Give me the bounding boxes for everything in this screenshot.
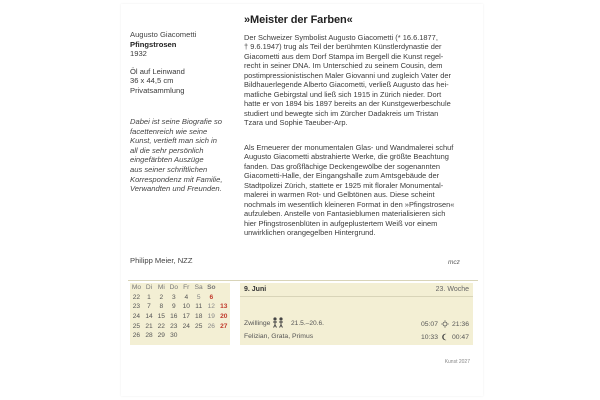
quote-line: Verwandten und Freunden. — [130, 184, 222, 194]
artwork-artist: Augusto Giacometti — [130, 30, 197, 39]
calendar-day: 20 — [220, 313, 228, 321]
calendar-day: 2 — [159, 293, 164, 301]
text-line: Tzara und Sophie Taeuber-Arp. — [244, 118, 348, 128]
quote-source: Philipp Meier, NZZ — [130, 256, 193, 265]
calendar-day: 25 — [195, 322, 203, 330]
moon-icon — [441, 333, 449, 341]
calendar-day — [192, 331, 205, 341]
week-number: 26 — [132, 332, 141, 340]
calendar-day: 23 — [170, 322, 178, 330]
sun-icon — [441, 320, 449, 328]
week-number: 22 — [132, 293, 141, 301]
text-line: hatte er von 1894 bis 1897 bereits an der Kunstgewerbeschule — [244, 99, 451, 109]
calendar-day: 24 — [182, 322, 190, 330]
sun-times — [421, 320, 469, 328]
text-line: studiert und bewegte sich im Zürcher Dadakreis um Tristan — [244, 108, 439, 118]
artwork-title: Pfingstrosen — [130, 39, 177, 49]
text-line: Bildhauerlegende Alberto Giacometti, verließ Augusto das hei- — [244, 80, 449, 90]
text-line: † 9.6.1947) trug als Teil der berühmten Künstlerdynastie der — [244, 42, 442, 52]
quote-line: Dabei ist seine Biografie so — [130, 117, 223, 126]
weekday-label: Mi — [157, 284, 165, 292]
text-line: recht in seiner DNA. Im Unterschied zu seinem Cousin, dem — [244, 61, 443, 71]
calendar-day: 12 — [207, 303, 215, 311]
zodiac-sign: Zwillinge — [244, 320, 271, 327]
text-line: nochmals im wesentlich kleineren Format in den »Pfingstrosen« — [244, 199, 455, 209]
moonrise-time: 10:33 — [420, 333, 438, 341]
quote-line: Kunst, vertieft man sich in — [130, 136, 217, 146]
calendar-day: 1 — [147, 293, 151, 301]
quote — [130, 117, 236, 194]
calendar-day: 29 — [157, 332, 165, 340]
text-line: malerei in warmen Rot- und Gelbtönen aus. Diese scheint — [244, 190, 435, 200]
calendar-day: 9 — [171, 303, 176, 311]
calendar-day — [180, 331, 192, 341]
weekday-label: Do — [169, 284, 179, 292]
calendar-day — [205, 331, 218, 341]
artwork-size: 36 x 44,5 cm — [130, 76, 174, 86]
quote-line: all die sehr persönlich — [130, 145, 204, 155]
calendar-day: 6 — [209, 293, 214, 301]
calendar-day: 8 — [159, 303, 164, 311]
week-number: 24 — [132, 313, 141, 321]
text-line: matliche Gebirgstal und ließ sich 1915 in Zürich nieder. Dort — [244, 89, 442, 99]
day-info — [240, 283, 473, 345]
quote-line: eingefärbten Auszüge — [130, 155, 204, 165]
mini-calendar — [130, 283, 230, 345]
calendar-day: 22 — [157, 322, 165, 330]
text-line: Stadtpolizei Zürich, stattete er 1925 mit floraler Monumental- — [244, 180, 444, 190]
artwork-collection: Privatsammlung — [130, 85, 185, 95]
artwork-medium: Öl auf Leinwand — [130, 66, 185, 76]
calendar-day — [218, 331, 230, 341]
divider — [240, 296, 473, 297]
zodiac-range: 21.5.–20.6. — [291, 320, 324, 327]
calendar-day: 16 — [170, 313, 178, 321]
calendar-day: 21 — [145, 322, 153, 330]
day-date: 9. Juni — [244, 286, 267, 293]
week-label: 23. Woche — [435, 286, 469, 293]
moonset-time: 00:47 — [451, 333, 469, 341]
divider — [128, 280, 478, 281]
week-number: 25 — [132, 322, 141, 330]
weekday-label: So — [207, 284, 216, 292]
text-line: Als Erneuerer der monumentalen Glas- und Wandmalerei schuf — [244, 143, 454, 152]
calendar-day: 19 — [207, 313, 215, 321]
week-number: 23 — [132, 303, 141, 311]
quote-line: Korrespondenz mit Familie, — [130, 174, 223, 184]
name-days: Felizian, Grata, Primus — [244, 333, 314, 340]
calendar-day: 3 — [171, 293, 176, 301]
calendar-day: 14 — [145, 313, 153, 321]
text-line: hier Pfingstrosenblüten in aufgeplustertem Weiß vor einem — [244, 218, 438, 228]
weekday-label: Sa — [194, 284, 203, 292]
sunset-time: 21:36 — [451, 320, 469, 328]
text-line: postimpressionistischen Maler Giovanni und zugleich Vater der — [244, 70, 451, 80]
weekday-label: Di — [145, 284, 153, 292]
weekday-label: Fr — [183, 284, 190, 292]
calendar-day: 4 — [184, 293, 189, 301]
author-signature: mcz — [448, 259, 460, 266]
calendar-day: 10 — [182, 303, 190, 311]
quote-line: aus seiner schriftlichen — [130, 164, 208, 174]
weekday-label: Mo — [131, 284, 141, 292]
calendar-day: 17 — [182, 313, 190, 321]
calendar-day: 5 — [196, 293, 201, 301]
footer-label: Kunst 2027 — [444, 359, 470, 365]
calendar-day: 28 — [145, 332, 153, 340]
article-heading: »Meister der Farben« — [244, 14, 353, 26]
calendar-day: 27 — [220, 322, 228, 330]
sunrise-time: 05:07 — [420, 320, 438, 328]
calendar-day: 11 — [195, 303, 203, 311]
text-line: fanden. Das großflächige Deckengewölbe der sogenannten — [244, 161, 440, 171]
quote-line: facettenreich wie seine — [130, 126, 208, 136]
article-paragraph-1 — [244, 33, 472, 128]
text-line: Giacometti aus dem Dorf Stampa im Bergell die Kunst regel- — [244, 51, 444, 61]
text-line: aufzuleben. Anstelle von Fantasieblumen materialisieren sich — [244, 209, 446, 219]
calendar-day: 13 — [220, 303, 228, 311]
text-line: unwirklichen orangegelben Hintergrund. — [244, 228, 376, 238]
gemini-icon — [271, 317, 285, 328]
text-line: Augusto Giacometti abstrahierte Werke, die größte Beachtung — [244, 152, 449, 162]
artwork-info — [130, 30, 234, 96]
calendar-day: 18 — [195, 313, 203, 321]
calendar-day: 7 — [147, 303, 151, 311]
moon-times — [421, 333, 469, 341]
calendar-day: 15 — [157, 313, 165, 321]
artwork-year: 1932 — [130, 49, 147, 59]
text-line: Giacometti-Halle, der Eingangshalle zum Amtsgebäude der — [244, 171, 440, 181]
article-paragraph-2 — [244, 143, 472, 238]
text-line: Der Schweizer Symbolist Augusto Giacometti (* 16.6.1877, — [244, 33, 438, 42]
calendar-day: 26 — [207, 322, 215, 330]
calendar-day: 30 — [170, 332, 178, 340]
